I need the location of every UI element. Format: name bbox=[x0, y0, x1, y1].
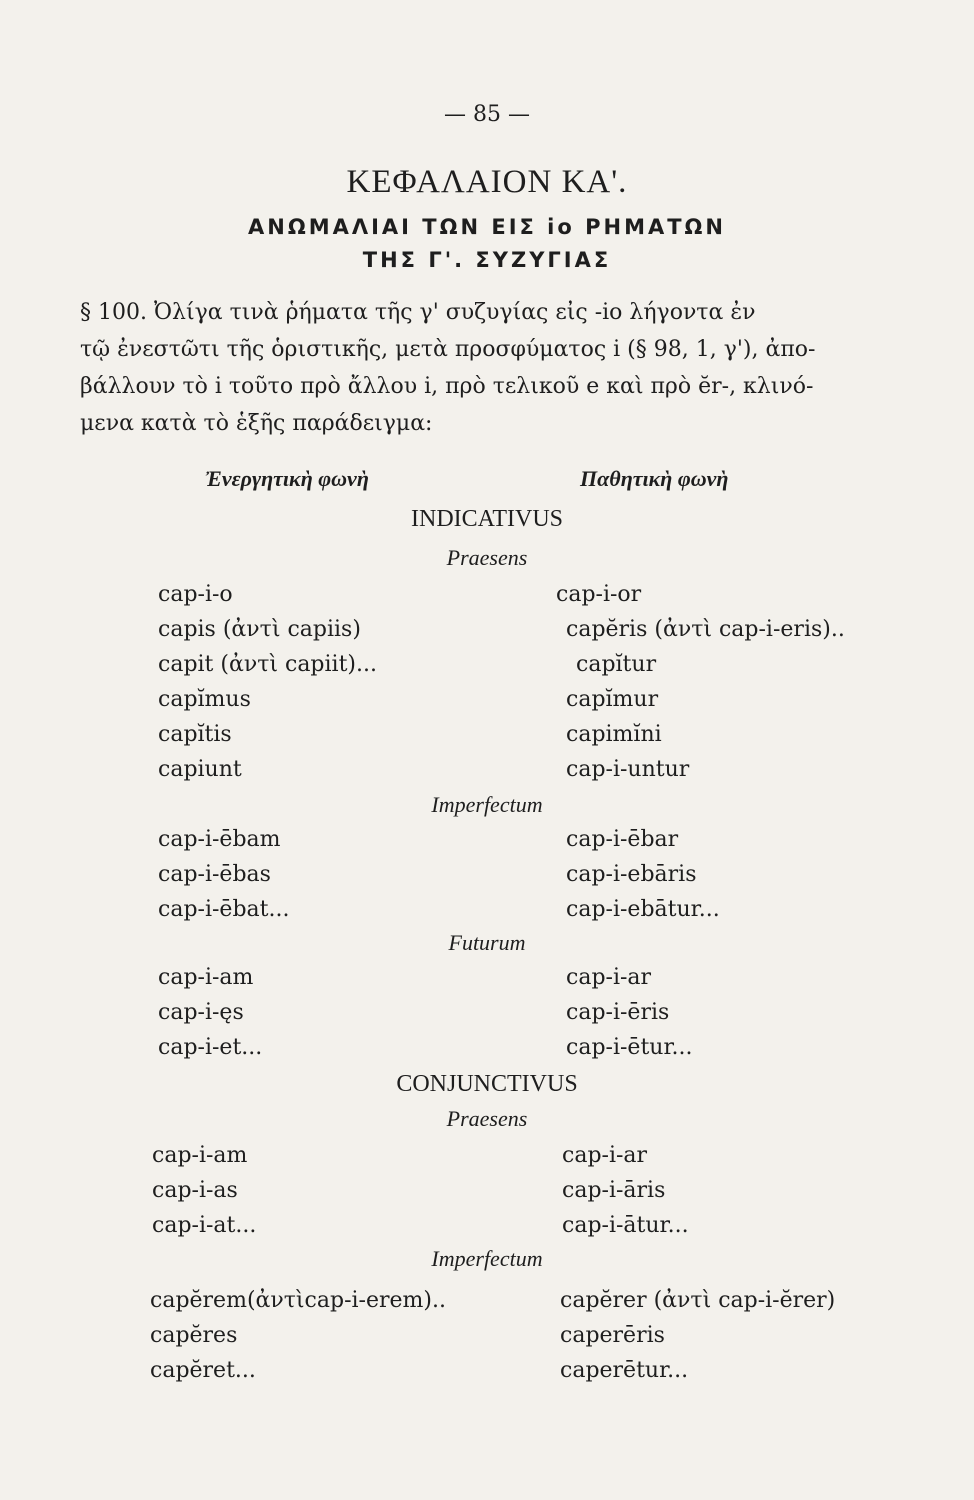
form-passive: cap-i-untur bbox=[566, 757, 690, 782]
form-passive: cap-i-ebāris bbox=[566, 862, 697, 887]
form-passive: cap-i-ebātur... bbox=[566, 897, 720, 922]
indicativus-praesens-heading: Praesens bbox=[446, 545, 528, 570]
form-passive: caperēris bbox=[560, 1323, 665, 1348]
form-passive: cap-i-or bbox=[556, 582, 642, 607]
form-passive: cap-i-ētur... bbox=[566, 1035, 693, 1060]
paragraph-line-2: τῷ ἐνεστῶτι τῆς ὁριστικῆς, μετὰ προσφύματος i (§ 98, 1, γ'), ἀπο- bbox=[80, 337, 816, 362]
form-active: cap-i-am bbox=[158, 965, 254, 990]
form-passive: capimĭni bbox=[566, 722, 662, 747]
form-active: capĕres bbox=[150, 1323, 238, 1348]
paragraph-line-3: βάλλουν τὸ i τοῦτο πρὸ ἄλλου i, πρὸ τελικοῦ e καὶ πρὸ ĕr-, κλινό- bbox=[80, 374, 814, 399]
form-active: cap-i-ēbam bbox=[158, 827, 281, 852]
form-passive: cap-i-ēbar bbox=[566, 827, 679, 852]
form-active: cap-i-am bbox=[152, 1143, 248, 1168]
form-passive: cap-i-ātur... bbox=[562, 1213, 689, 1238]
conjunctivus-praesens-heading: Praesens bbox=[446, 1106, 528, 1131]
form-active: capiunt bbox=[158, 757, 242, 782]
form-active: capit (ἀντὶ capiit)... bbox=[158, 652, 377, 677]
conjunctivus-imperfectum-heading: Imperfectum bbox=[431, 1246, 543, 1271]
form-active: capĭmus bbox=[158, 687, 251, 712]
paragraph-line-1: § 100. Ὀλίγα τινὰ ῥήματα τῆς γ' συζυγίας εἰς -io λήγοντα ἐν bbox=[80, 300, 756, 325]
paragraph-line-4: μενα κατὰ τὸ ἑξῆς παράδειγμα: bbox=[80, 411, 433, 436]
indicativus-heading: INDICATIVUS bbox=[411, 506, 563, 532]
form-passive: cap-i-āris bbox=[562, 1178, 666, 1203]
form-active: capĕret... bbox=[150, 1358, 256, 1383]
section-heading-line-1: ΑΝΩΜΑΛΙΑΙ ΤΩΝ ΕΙΣ io ΡΗΜΑΤΩΝ bbox=[248, 215, 726, 239]
passive-voice-heading: Παθητικὴ φωνὴ bbox=[580, 466, 729, 491]
page-number: — 85 — bbox=[444, 102, 530, 127]
form-active: cap-i-as bbox=[152, 1178, 238, 1203]
conjunctivus-heading: CONJUNCTIVUS bbox=[396, 1071, 578, 1097]
form-passive: caperētur... bbox=[560, 1358, 689, 1383]
active-voice-heading: Ἐνεργητικὴ φωνὴ bbox=[205, 466, 369, 491]
form-active: cap-i-at... bbox=[152, 1213, 257, 1238]
form-active: capĕrem(ἀντὶcap-i-erem).. bbox=[150, 1288, 446, 1313]
form-active: capĭtis bbox=[158, 722, 232, 747]
form-active: capis (ἀντὶ capiis) bbox=[158, 617, 361, 642]
form-passive: cap-i-ēris bbox=[566, 1000, 670, 1025]
form-passive: cap-i-ar bbox=[562, 1143, 648, 1168]
form-passive: capĭmur bbox=[566, 687, 659, 712]
chapter-title: ΚΕΦΑΛΑΙΟΝ ΚΑ'. bbox=[346, 164, 628, 200]
indicativus-futurum-heading: Futurum bbox=[448, 930, 526, 955]
form-active: cap-i-ēbat... bbox=[158, 897, 290, 922]
form-passive: capĭtur bbox=[576, 652, 657, 677]
form-passive: capĕrer (ἀντὶ cap-i-ĕrer) bbox=[560, 1288, 836, 1313]
form-passive: capĕris (ἀντὶ cap-i-eris).. bbox=[566, 617, 845, 642]
form-active: cap-i-ęs bbox=[158, 1000, 244, 1025]
indicativus-imperfectum-heading: Imperfectum bbox=[431, 792, 543, 817]
form-passive: cap-i-ar bbox=[566, 965, 652, 990]
section-heading-line-2: ΤΗΣ Γ'. ΣΥΖΥΓΙΑΣ bbox=[362, 248, 612, 272]
form-active: cap-i-ēbas bbox=[158, 862, 271, 887]
form-active: cap-i-o bbox=[158, 582, 233, 607]
form-active: cap-i-et... bbox=[158, 1035, 263, 1060]
